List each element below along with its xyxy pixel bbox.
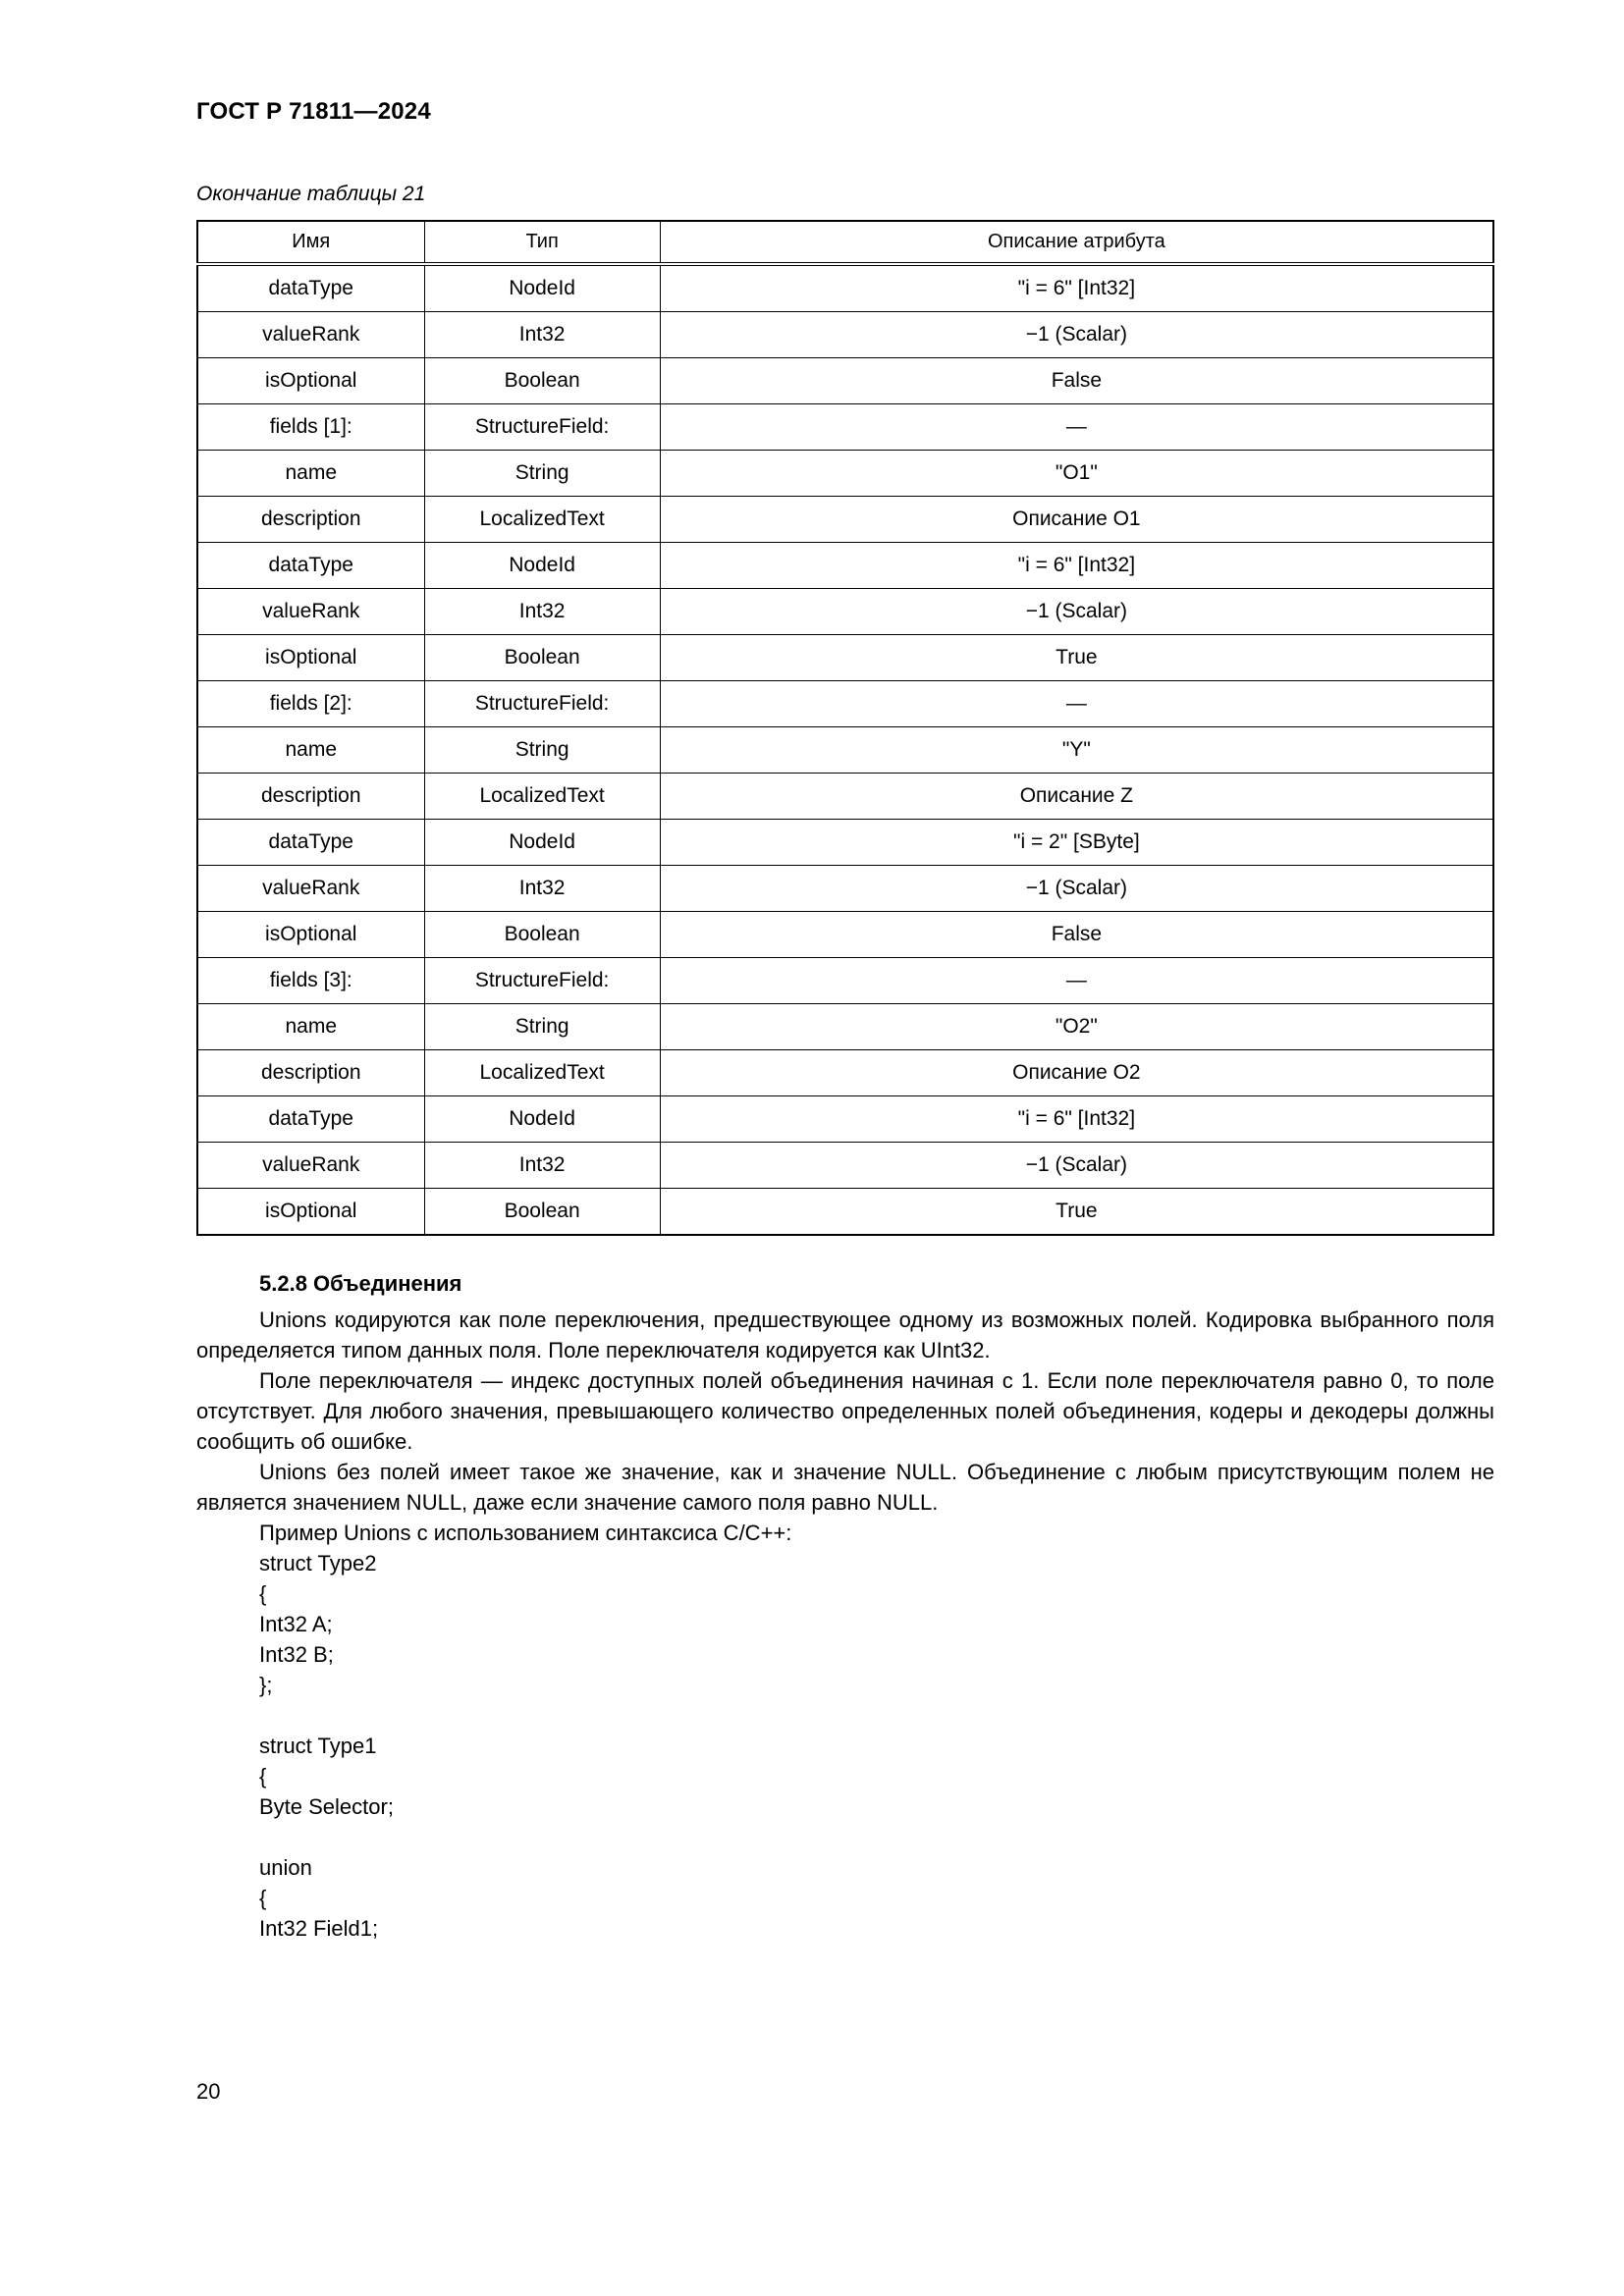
table-caption: Окончание таблицы 21 xyxy=(196,183,426,205)
table-row xyxy=(197,774,1493,820)
column-header-type: Тип xyxy=(424,221,660,264)
table-cell: −1 (Scalar) xyxy=(660,312,1493,358)
table-cell: False xyxy=(660,912,1493,958)
table-row xyxy=(197,451,1493,497)
table-cell: Описание O2 xyxy=(660,1050,1493,1096)
table-cell: isOptional xyxy=(197,912,424,958)
table-cell: "Y" xyxy=(660,727,1493,774)
table-row xyxy=(197,866,1493,912)
code-line: struct Type1 xyxy=(259,1734,377,1758)
table-row xyxy=(197,264,1493,312)
code-line: Int32 Field1; xyxy=(259,1916,379,1941)
table-row xyxy=(197,497,1493,543)
table-header xyxy=(197,221,1493,264)
table-cell: −1 (Scalar) xyxy=(660,866,1493,912)
column-header-description: Описание атрибута xyxy=(660,221,1493,264)
table-row xyxy=(197,589,1493,635)
table-row xyxy=(197,958,1493,1004)
table-cell: "i = 6" [Int32] xyxy=(660,264,1493,312)
table-cell: — xyxy=(660,681,1493,727)
table-cell: LocalizedText xyxy=(424,774,660,820)
table-cell: "O1" xyxy=(660,451,1493,497)
table-cell: description xyxy=(197,1050,424,1096)
table-body xyxy=(197,264,1493,1235)
attribute-table xyxy=(196,220,1494,1236)
table-cell: description xyxy=(197,774,424,820)
table-header-row xyxy=(197,221,1493,264)
table-cell: — xyxy=(660,404,1493,451)
table-cell: StructureField: xyxy=(424,681,660,727)
table-row xyxy=(197,1143,1493,1189)
code-line: { xyxy=(259,1764,267,1789)
table-cell: description xyxy=(197,497,424,543)
section-body xyxy=(196,1305,1494,1548)
document-title: ГОСТ Р 71811—2024 xyxy=(196,98,431,125)
table-cell: valueRank xyxy=(197,312,424,358)
paragraph: Unions без полей имеет такое же значение, как и значение NULL. Объединение с любым присутствующим полем не является значением NULL, даже если значение самого поля равно NULL. xyxy=(196,1460,1494,1515)
code-line: { xyxy=(259,1886,267,1910)
table-cell: True xyxy=(660,1189,1493,1236)
table-row xyxy=(197,1096,1493,1143)
table-cell: "i = 6" [Int32] xyxy=(660,543,1493,589)
page-number: 20 xyxy=(196,2079,221,2104)
table-cell: dataType xyxy=(197,820,424,866)
table-cell: "O2" xyxy=(660,1004,1493,1050)
table-cell: dataType xyxy=(197,264,424,312)
table-cell: NodeId xyxy=(424,264,660,312)
table-row xyxy=(197,543,1493,589)
table-cell: NodeId xyxy=(424,543,660,589)
table-row xyxy=(197,404,1493,451)
paragraph: Unions кодируются как поле переключения, предшествующее одному из возможных полей. Кодировка выбранного поля определяется типом данных поля. Поле переключателя кодируется как UInt32. xyxy=(196,1308,1494,1362)
table-cell: Boolean xyxy=(424,912,660,958)
table-cell: isOptional xyxy=(197,358,424,404)
table-cell: Int32 xyxy=(424,312,660,358)
section-heading: 5.2.8 Объединения xyxy=(259,1271,462,1296)
table-cell: −1 (Scalar) xyxy=(660,1143,1493,1189)
table-cell: Boolean xyxy=(424,1189,660,1236)
table-cell: dataType xyxy=(197,1096,424,1143)
table-cell: StructureField: xyxy=(424,958,660,1004)
table-cell: isOptional xyxy=(197,1189,424,1236)
code-line: Int32 A; xyxy=(259,1612,333,1636)
paragraph: Пример Unions с использованием синтаксиса C/C++: xyxy=(259,1521,792,1545)
table-row xyxy=(197,358,1493,404)
table-cell: Int32 xyxy=(424,1143,660,1189)
table-cell: Описание Z xyxy=(660,774,1493,820)
code-line: Byte Selector; xyxy=(259,1794,394,1819)
table-cell: fields [1]: xyxy=(197,404,424,451)
table-cell: Boolean xyxy=(424,635,660,681)
table-cell: String xyxy=(424,451,660,497)
table-cell: LocalizedText xyxy=(424,497,660,543)
table-cell: NodeId xyxy=(424,820,660,866)
table-cell: StructureField: xyxy=(424,404,660,451)
code-line xyxy=(259,1822,1494,1852)
table-cell: −1 (Scalar) xyxy=(660,589,1493,635)
table-cell: — xyxy=(660,958,1493,1004)
table-cell: name xyxy=(197,1004,424,1050)
table-cell: name xyxy=(197,727,424,774)
table-cell: fields [2]: xyxy=(197,681,424,727)
table-cell: Int32 xyxy=(424,866,660,912)
table-row xyxy=(197,312,1493,358)
table-row xyxy=(197,1189,1493,1236)
code-line: struct Type2 xyxy=(259,1551,377,1575)
table-cell: False xyxy=(660,358,1493,404)
table-cell: valueRank xyxy=(197,866,424,912)
table-row xyxy=(197,820,1493,866)
code-line: union xyxy=(259,1855,312,1880)
code-line xyxy=(259,1700,1494,1731)
table-row xyxy=(197,635,1493,681)
paragraph: Поле переключателя — индекс доступных полей объединения начиная с 1. Если поле переключателя равно 0, то поле отсутствует. Для любого значения, превышающего количество определенных полей объединения, кодеры и декодеры должны сообщить об ошибке. xyxy=(196,1368,1494,1454)
code-block xyxy=(196,1548,1494,1944)
table-cell: dataType xyxy=(197,543,424,589)
table-cell: "i = 2" [SByte] xyxy=(660,820,1493,866)
table-row xyxy=(197,727,1493,774)
table-row xyxy=(197,1050,1493,1096)
table-row xyxy=(197,912,1493,958)
code-line: Int32 B; xyxy=(259,1642,334,1667)
table-cell: True xyxy=(660,635,1493,681)
table-cell: valueRank xyxy=(197,1143,424,1189)
column-header-name: Имя xyxy=(197,221,424,264)
table-cell: Описание O1 xyxy=(660,497,1493,543)
table-cell: LocalizedText xyxy=(424,1050,660,1096)
code-line: }; xyxy=(259,1673,273,1697)
table-cell: Int32 xyxy=(424,589,660,635)
table-cell: name xyxy=(197,451,424,497)
table-cell: NodeId xyxy=(424,1096,660,1143)
table-cell: String xyxy=(424,727,660,774)
table-cell: valueRank xyxy=(197,589,424,635)
table-row xyxy=(197,681,1493,727)
table-cell: Boolean xyxy=(424,358,660,404)
table-cell: "i = 6" [Int32] xyxy=(660,1096,1493,1143)
table-cell: isOptional xyxy=(197,635,424,681)
table-cell: fields [3]: xyxy=(197,958,424,1004)
table-row xyxy=(197,1004,1493,1050)
code-line: { xyxy=(259,1581,267,1606)
table-cell: String xyxy=(424,1004,660,1050)
